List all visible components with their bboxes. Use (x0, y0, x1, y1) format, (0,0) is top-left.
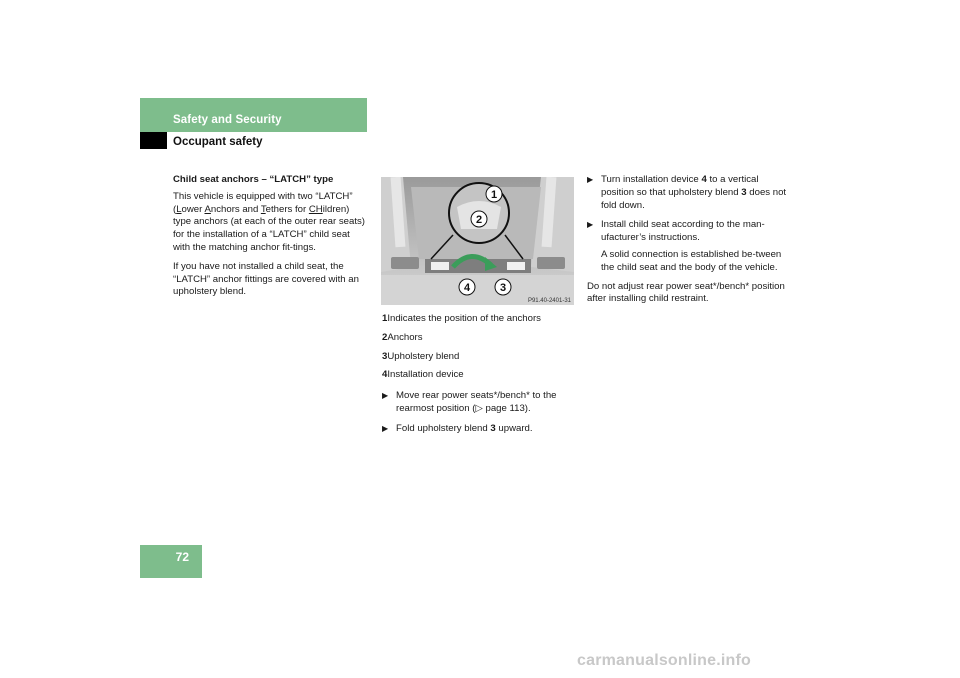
text-part: ildren) type anchors (at each of the outer rear seats) for the installation of a “LATCH” child seat with the matching anchor fit-tings. (173, 203, 365, 253)
step-text: Fold upholstery blend (396, 422, 491, 434)
upholstery-blend-left (431, 262, 449, 270)
legend-number: 2 (382, 331, 388, 343)
legend-item (382, 332, 577, 345)
callout-label: 2 (475, 214, 483, 226)
step-install-seat (587, 219, 787, 245)
figure-code: P91.40-2401-31 (527, 298, 571, 304)
legend-number: 1 (382, 313, 388, 324)
callout-3 (495, 279, 511, 295)
callout-label: 1 (490, 189, 498, 201)
step-move-seats (382, 390, 577, 416)
bullet-arrow-icon: ▶ (382, 391, 389, 401)
legend-item (382, 351, 577, 364)
text-part: nchors and (210, 203, 261, 215)
step-number: 3 (741, 186, 747, 198)
legend-item (382, 313, 577, 326)
step-text: Turn installation device (601, 174, 702, 185)
section-heading: Child seat anchors – “LATCH” type (173, 174, 334, 185)
text-part: ethers for (265, 203, 309, 215)
subsection-title: Occupant safety (173, 136, 263, 148)
text-part: T (260, 203, 266, 215)
section-header (140, 98, 367, 132)
step-number: 4 (701, 174, 707, 185)
step-text: Move rear power seats*/bench* to the rearmost position (▷ page 113). (396, 390, 557, 414)
legend-text: Upholstery blend (387, 350, 460, 362)
column-1 (173, 174, 368, 305)
figure-legend (382, 313, 577, 382)
section-title: Safety and Security (173, 114, 282, 126)
latch-anchor-figure (381, 177, 574, 305)
legend-text: Installation device (387, 369, 464, 381)
step-number: 3 (490, 422, 496, 434)
header-marker (140, 132, 167, 149)
upholstery-blend-right (507, 262, 525, 270)
text-part: ower (181, 203, 205, 215)
watermark: carmanualsonline.info (577, 652, 752, 669)
step-text: Install child seat according to the man-ufacturer’s instructions. (601, 219, 765, 244)
text-part: A (204, 203, 211, 215)
step-fold-blend (382, 423, 577, 436)
cover-note: If you have not installed a child seat, the “LATCH” anchor fittings are covered with an upholstery blend. (173, 260, 359, 298)
bullet-arrow-icon: ▶ (382, 423, 389, 433)
callout-2 (471, 211, 487, 227)
legend-text: Indicates the position of the anchors (387, 313, 541, 324)
callout-label: 3 (499, 282, 507, 294)
step-text: does not fold down. (601, 186, 787, 211)
buckle-right (537, 257, 565, 269)
latch-description (173, 191, 368, 255)
legend-item (382, 369, 577, 382)
column-3 (587, 174, 787, 312)
buckle-left (391, 257, 419, 269)
page-number: 72 (140, 545, 202, 578)
legend-text: Anchors (387, 331, 423, 343)
step-text: upward. (495, 422, 533, 434)
callout-label: 4 (463, 282, 471, 294)
text-part: This vehicle is equipped with two “LATCH” ( (173, 190, 353, 215)
callout-1 (486, 186, 502, 202)
callout-4 (459, 279, 475, 295)
connection-note: A solid connection is established be-tween the child seat and the body of the vehicle. (601, 248, 782, 273)
bullet-arrow-icon: ▶ (587, 175, 594, 184)
legend-number: 3 (382, 350, 388, 362)
legend-number: 4 (382, 369, 388, 381)
text-part: CH (308, 203, 323, 215)
step-turn-device (587, 174, 787, 212)
text-part: L (176, 203, 182, 215)
bullet-arrow-icon: ▶ (587, 220, 594, 230)
column-2 (382, 313, 577, 443)
step-text: to a vertical position so that upholstery blend (601, 174, 759, 198)
seat-illustration (381, 177, 574, 305)
closing-note: Do not adjust rear power seat*/bench* position after installing child restraint. (587, 280, 785, 305)
